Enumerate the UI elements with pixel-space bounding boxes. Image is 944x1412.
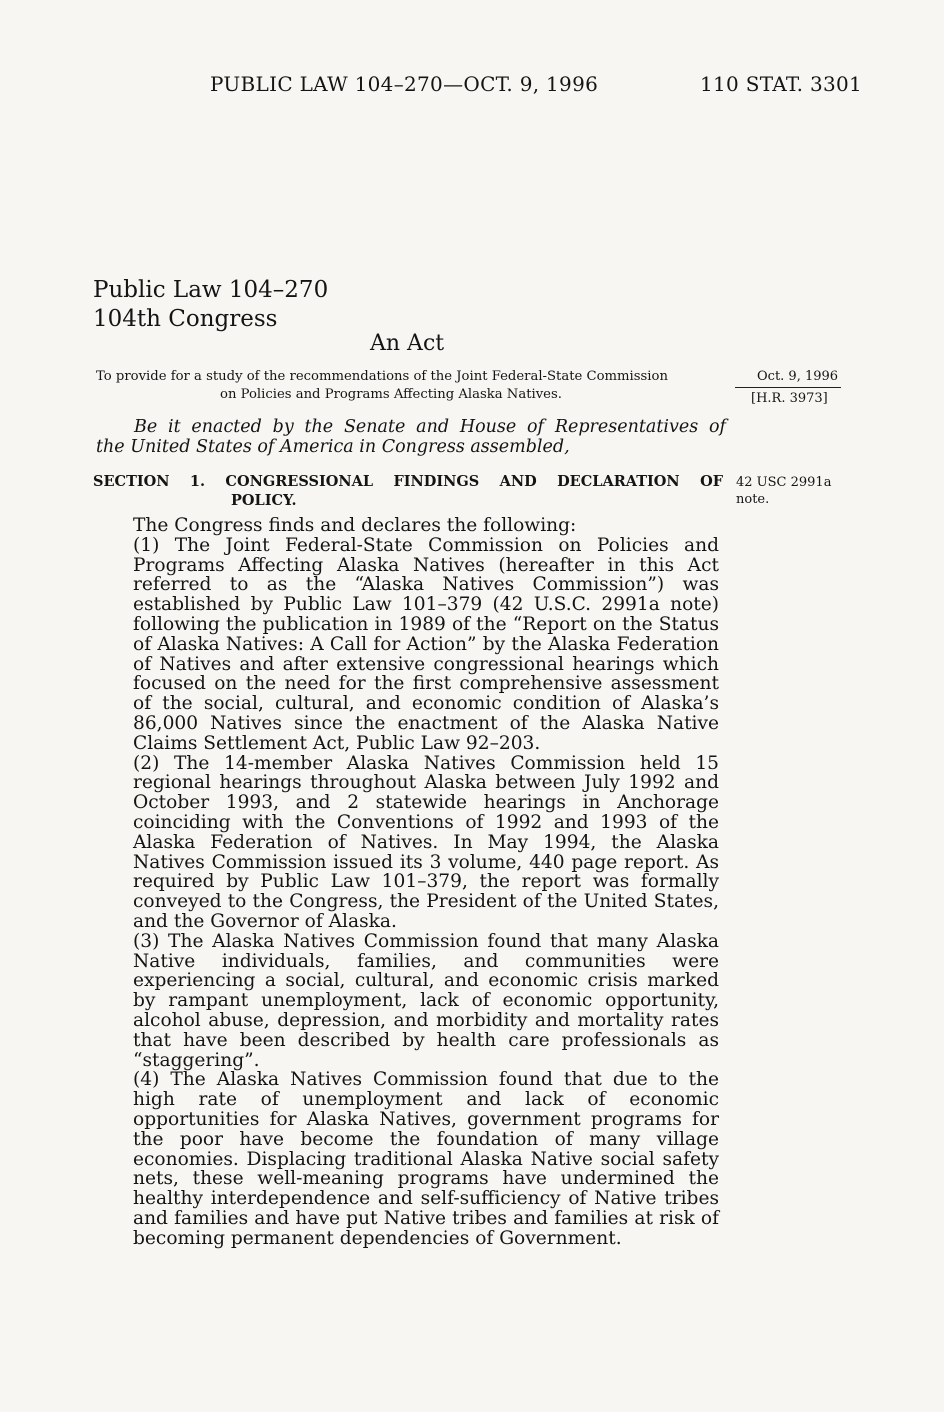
running-header-page-number: 110 STAT. 3301: [700, 72, 863, 96]
public-law-number: Public Law 104–270: [93, 277, 329, 303]
congress-number: 104th Congress: [93, 306, 278, 332]
section-heading-line-2: POLICY.: [231, 492, 297, 509]
section-body: [133, 516, 719, 1248]
enacting-line-2: the United States of America in Congress assembled,: [96, 437, 570, 457]
act-heading: An Act: [370, 331, 445, 356]
finding-2: (2) The 14-member Alaska Natives Commission held 15 regional hearings throughout Alaska between July 1992 and October 1993, and 2 statewide hearings in Anchorage coinciding with the Conventions of 1992 and 1993 of the Alaska Federation of Natives. In May 1994, the Alaska Natives Commission issued its 3 volume, 440 page report. As required by Public Law 101–379, the report was formally conveyed to the Congress, the President of the United States, and the Governor of Alaska.: [133, 752, 719, 932]
margin-usc-citation: [736, 474, 856, 508]
finding-4: (4) The Alaska Natives Commission found that due to the high rate of unemployment and lack of economic opportunities for Alaska Natives, government programs for the poor have become the foundation of many village economies. Displacing traditional Alaska Native social safety nets, these well-meaning programs have undermined the healthy interdependence and self-sufficiency of Native tribes and families and have put Native tribes and families at risk of becoming permanent dependencies of Government.: [133, 1069, 719, 1249]
purpose-statement: [96, 368, 726, 404]
bill-number: [H.R. 3973]: [751, 391, 828, 406]
margin-date-note: [735, 368, 841, 408]
findings-intro: The Congress finds and declares the following:: [133, 515, 577, 536]
purpose-line-1: To provide for a study of the recommendations of the Joint Federal-State Commission: [96, 369, 668, 384]
enacting-clause: [96, 417, 726, 457]
usc-note: note.: [736, 492, 770, 507]
usc-citation: 42 USC 2991a: [736, 475, 832, 490]
section-heading: [93, 472, 723, 510]
enacting-line-1: Be it enacted by the Senate and House of Representatives of: [134, 417, 726, 437]
finding-1: (1) The Joint Federal-State Commission on Policies and Programs Affecting Alaska Natives (hereafter in this Act referred to as the “Alaska Natives Commission”) was established by Public Law 101–379 (42 U.S.C. 2991a note) following the publication in 1989 of the “Report on the Status of Alaska Natives: A Call for Action” by the Alaska Federation of Natives and after extensive congressional hearings which focused on the need for the first comprehensive assessment of the social, cultural, and economic condition of Alaska’s 86,000 Natives since the enactment of the Alaska Native Claims Settlement Act, Public Law 92–203.: [133, 534, 719, 754]
enactment-date: Oct. 9, 1996: [735, 368, 841, 388]
finding-3: (3) The Alaska Natives Commission found that many Alaska Native individuals, families, and communities were experiencing a social, cultural, and economic crisis marked by rampant unemployment, lack of economic opportunity, alcohol abuse, depression, and morbidity and mortality rates that have been described by health care professionals as “staggering”.: [133, 930, 719, 1071]
purpose-line-2: on Policies and Programs Affecting Alaska Natives.: [220, 387, 562, 402]
running-header-left: PUBLIC LAW 104–270—OCT. 9, 1996: [210, 72, 599, 96]
law-title-block: [93, 276, 328, 334]
section-heading-line-1: SECTION 1. CONGRESSIONAL FINDINGS AND DECLARATION OF: [93, 473, 723, 490]
